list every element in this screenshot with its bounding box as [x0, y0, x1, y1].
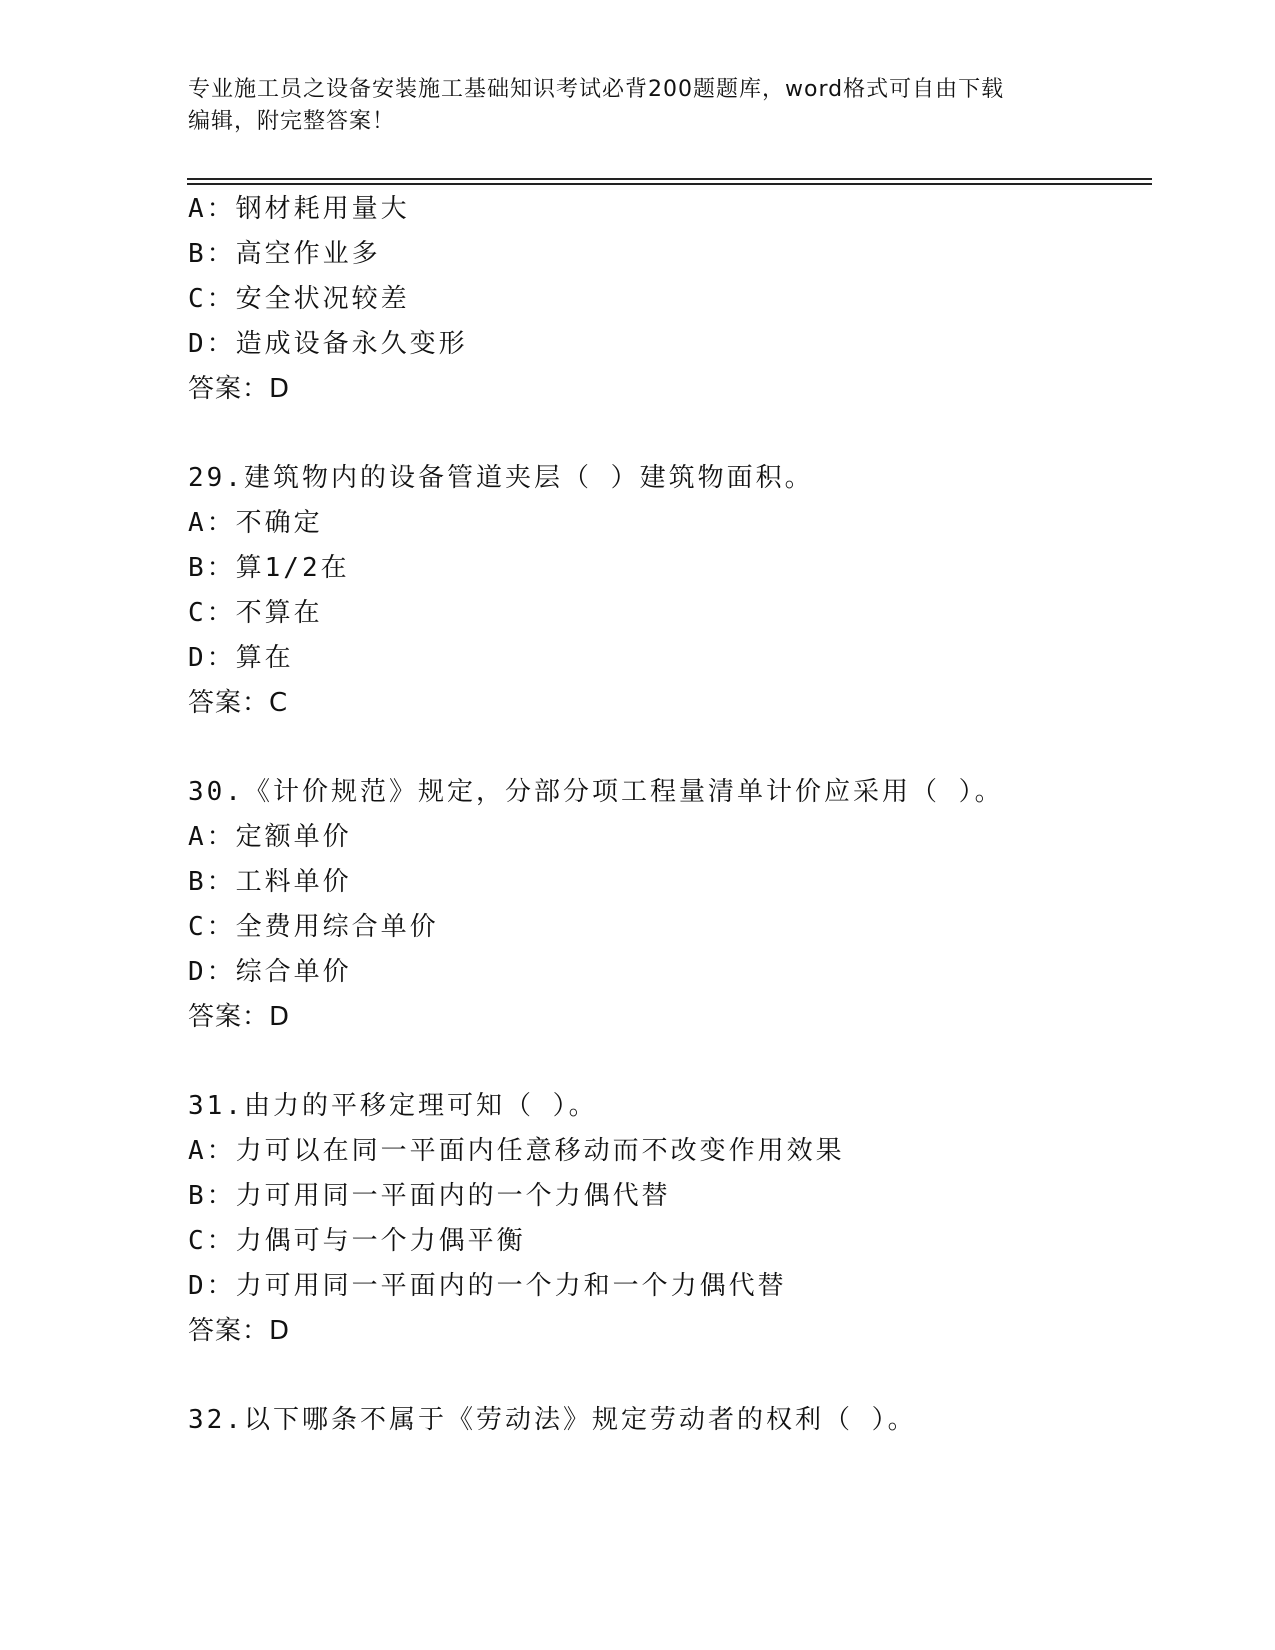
- q31-answer: 答案：D: [188, 1316, 291, 1346]
- header-title-line-1: 专业施工员之设备安装施工基础知识考试必背200题题库，word格式可自由下载: [188, 77, 1005, 102]
- q28-option-c: C：安全状况较差: [188, 284, 410, 314]
- q29-stem: 29.建筑物内的设备管道夹层（ ）建筑物面积。: [188, 463, 814, 493]
- q29-option-d: D：算在: [188, 643, 294, 673]
- q28-option-d: D：造成设备永久变形: [188, 329, 468, 359]
- q28-option-a: A：钢材耗用量大: [188, 194, 410, 224]
- header-title-line-2: 编辑，附完整答案！: [188, 109, 396, 134]
- header-divider-bottom: [187, 183, 1152, 185]
- q30-option-c: C：全费用综合单价: [188, 912, 439, 942]
- q32-stem: 32.以下哪条不属于《劳动法》规定劳动者的权利（ ）。: [188, 1405, 917, 1435]
- q31-option-b: B：力可用同一平面内的一个力偶代替: [188, 1181, 671, 1211]
- q29-option-a: A：不确定: [188, 508, 323, 538]
- q30-option-a: A：定额单价: [188, 822, 352, 852]
- q28-answer: 答案：D: [188, 374, 291, 404]
- q31-stem: 31.由力的平移定理可知（ ）。: [188, 1091, 598, 1121]
- q31-option-d: D：力可用同一平面内的一个力和一个力偶代替: [188, 1271, 787, 1301]
- q29-option-c: C：不算在: [188, 598, 323, 628]
- q31-option-a: A：力可以在同一平面内任意移动而不改变作用效果: [188, 1136, 845, 1166]
- q29-option-b: B：算1/2在: [188, 553, 350, 583]
- q28-option-b: B：高空作业多: [188, 239, 381, 269]
- document-header: [188, 74, 1068, 138]
- q30-stem: 30.《计价规范》规定，分部分项工程量清单计价应采用（ ）。: [188, 777, 1004, 807]
- q30-option-b: B：工料单价: [188, 867, 352, 897]
- q30-option-d: D：综合单价: [188, 957, 352, 987]
- q31-option-c: C：力偶可与一个力偶平衡: [188, 1226, 526, 1256]
- header-divider-top: [187, 178, 1152, 180]
- q29-answer: 答案：C: [188, 688, 289, 718]
- q30-answer: 答案：D: [188, 1002, 291, 1032]
